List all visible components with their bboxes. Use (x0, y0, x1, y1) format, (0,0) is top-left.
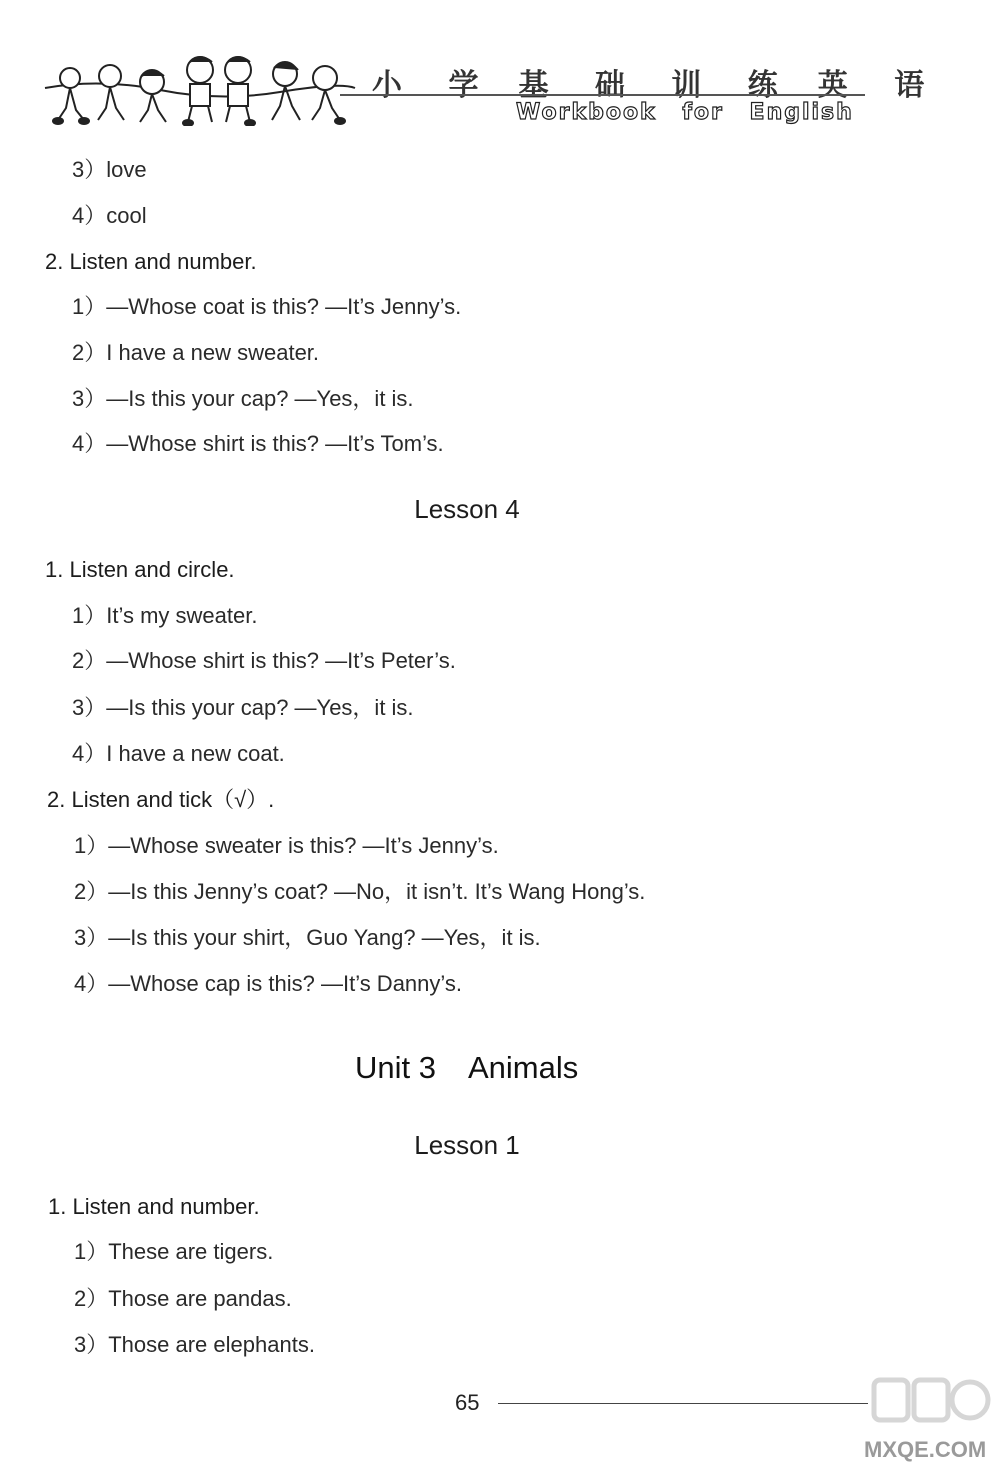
list-item: 4）—Whose shirt is this? —It’s Tom’s. (72, 431, 444, 456)
list-item: 1）—Whose sweater is this? —It’s Jenny’s. (74, 833, 499, 858)
list-item: 2）—Is this Jenny’s coat? —No，it isn’t. It’s Wang Hong’s. (74, 879, 646, 904)
question-heading: 1. Listen and circle. (45, 557, 235, 582)
list-item: 3）love (72, 157, 147, 182)
list-item: 3）—Is this your cap? —Yes，it is. (72, 695, 414, 720)
list-item: 3）—Is this your cap? —Yes，it is. (72, 386, 414, 411)
page-header (0, 0, 1000, 140)
footer-rule (498, 1403, 868, 1404)
list-item: 1）—Whose coat is this? —It’s Jenny’s. (72, 294, 462, 319)
list-item: 2）I have a new sweater. (72, 340, 320, 365)
list-item: 2）Those are pandas. (74, 1286, 292, 1311)
watermark-text: MXQE.COM (864, 1437, 987, 1462)
list-item: 2）—Whose shirt is this? —It’s Peter’s. (72, 648, 456, 673)
children-tug-of-war-illustration (40, 48, 360, 126)
list-item: 1）These are tigers. (74, 1239, 274, 1264)
list-item: 3）—Is this your shirt，Guo Yang? —Yes，it is. (74, 925, 541, 950)
unit-number: Unit 3 (355, 1050, 436, 1085)
unit-name: Animals (467, 1050, 579, 1085)
unit-title (355, 1050, 578, 1086)
question-heading: 2. Listen and number. (45, 249, 257, 274)
lesson-title: Lesson 4 (414, 494, 520, 524)
list-item: 1）It’s my sweater. (72, 603, 258, 628)
question-heading: 2. Listen and tick（√）. (47, 787, 275, 812)
series-title-primary: 小 学 (372, 68, 497, 103)
list-item: 3）Those are elephants. (74, 1332, 315, 1357)
series-title-subject: 英 语 (817, 68, 943, 103)
header-rule (340, 94, 865, 96)
list-item: 4）cool (72, 203, 147, 228)
series-subtitle: Workbook for English (516, 100, 854, 125)
series-title (372, 60, 942, 104)
lesson-title: Lesson 1 (414, 1130, 520, 1160)
list-item: 4）I have a new coat. (72, 741, 285, 766)
page-number: 65 (455, 1390, 480, 1415)
question-heading: 1. Listen and number. (48, 1194, 260, 1219)
list-item: 4）—Whose cap is this? —It’s Danny’s. (74, 971, 463, 996)
series-title-basic-training: 基 础 训 练 (518, 68, 796, 103)
